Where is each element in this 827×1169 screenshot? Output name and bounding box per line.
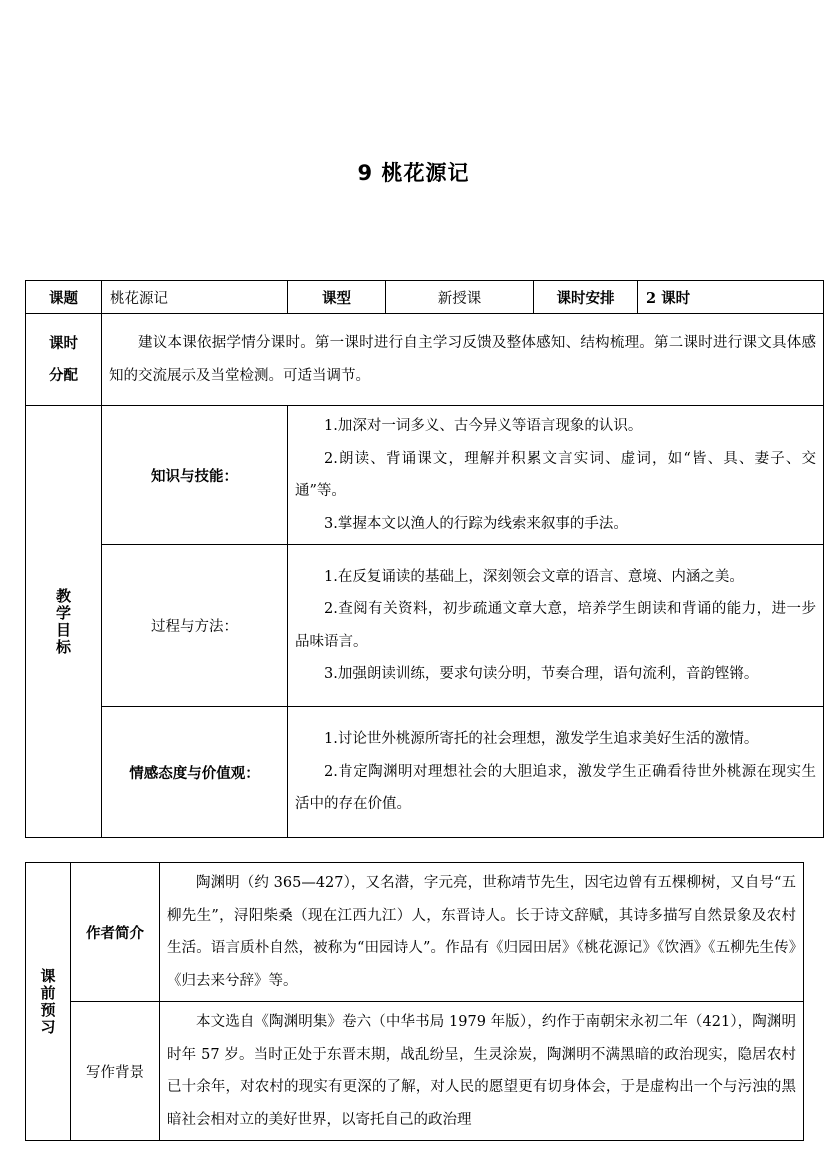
type-value: 新授课	[386, 281, 534, 314]
allocation-text: 建议本课依据学情分课时。第一课时进行自主学习反馈及整体感知、结构梳理。第二课时进行课文具体感知的交流展示及当堂检测。可适当调节。	[109, 335, 816, 384]
emotion-row	[26, 707, 824, 838]
objectives-label: 教学目标	[54, 587, 72, 656]
emotion-label: 情感态度与价值观：	[102, 707, 288, 838]
allocation-label-line1: 课时	[49, 335, 78, 352]
author-row	[26, 863, 804, 1002]
process-item: 2.查阅有关资料，初步疏通文章大意，培养学生朗读和背诵的能力，进一步品味语言。	[295, 601, 816, 650]
process-item: 3.加强朗读训练，要求句读分明，节奏合理，语句流利，音韵铿锵。	[324, 666, 759, 682]
process-item: 1.在反复诵读的基础上，深刻领会文章的语言、意境、内涵之美。	[324, 568, 744, 585]
background-label: 写作背景	[71, 1002, 160, 1141]
background-content	[160, 1002, 804, 1141]
preview-table	[25, 862, 804, 1141]
allocation-label	[26, 314, 102, 406]
preview-cell	[26, 863, 71, 1141]
background-text: 本文选自《陶渊明集》卷六（中华书局 1979 年版），约作于南朝宋永初二年（421），陶渊明时年 57 岁。当时正处于东晋末期，战乱纷呈，生灵涂炭，陶渊明不满黑暗的政治现实，隐居农村已十余年，对农村的现实有更深的了解，对人民的愿望更有切身体会，于是虚构出一个与污浊的黑暗社会相对立的美好世界，以寄托自己的政治理	[167, 1014, 796, 1128]
author-text: 陶渊明（约 365—427），又名潜，字元亮，世称靖节先生，因宅边曾有五棵柳树，又自号“五柳先生”，浔阳柴桑（现在江西九江）人，东晋诗人。长于诗文辞赋，其诗多描写自然景象及农村生活。语言质朴自然，被称为“田园诗人”。作品有《归园田居》《桃花源记》《饮酒》《五柳先生传》《归去来兮辞》等。	[167, 875, 796, 989]
knowledge-item: 2.朗读、背诵课文，理解并积累文言实词、虚词，如“皆、具、妻子、交通”等。	[295, 450, 816, 499]
knowledge-label: 知识与技能：	[102, 406, 288, 545]
knowledge-content	[288, 406, 824, 545]
hours-label: 课时安排	[534, 281, 638, 314]
knowledge-item: 3.掌握本文以渔人的行踪为线索来叙事的手法。	[324, 515, 628, 532]
allocation-row	[26, 314, 824, 406]
emotion-item: 2.肯定陶渊明对理想社会的大胆追求，激发学生正确看待世外桃源在现实生活中的存在价值。	[295, 763, 816, 813]
process-label: 过程与方法：	[102, 545, 288, 707]
allocation-label-line2: 分配	[49, 367, 78, 384]
objectives-cell	[26, 406, 102, 838]
header-row	[26, 281, 824, 314]
knowledge-item: 1.加深对一词多义、古今异义等语言现象的认识。	[324, 418, 643, 434]
background-row	[26, 1002, 804, 1141]
lesson-plan-table	[25, 280, 824, 838]
hours-value: 2 课时	[638, 281, 824, 314]
page-title: 9 桃花源记	[357, 161, 470, 185]
topic-label: 课题	[26, 281, 102, 314]
topic-value: 桃花源记	[102, 281, 288, 314]
preview-label: 课前预习	[38, 967, 57, 1036]
process-content	[288, 545, 824, 707]
emotion-content	[288, 707, 824, 838]
author-label: 作者简介	[71, 863, 160, 1002]
type-label: 课型	[288, 281, 386, 314]
process-row	[26, 545, 824, 707]
knowledge-row	[26, 406, 824, 545]
emotion-item: 1.讨论世外桃源所寄托的社会理想，激发学生追求美好生活的激情。	[324, 731, 759, 748]
author-content	[160, 863, 804, 1002]
